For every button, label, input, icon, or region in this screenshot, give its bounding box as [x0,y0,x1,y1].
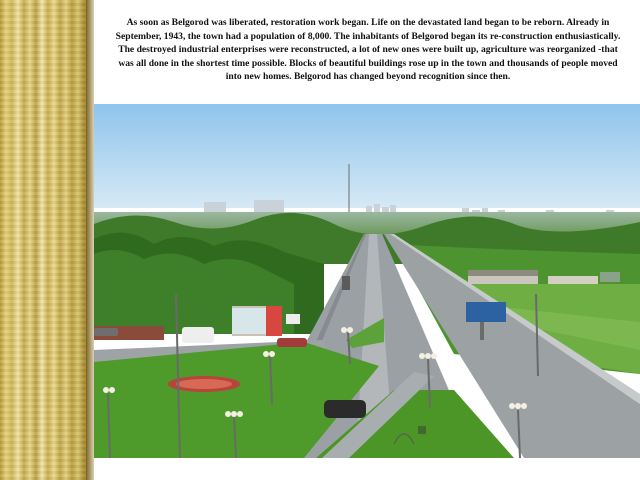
border-shadow [86,0,94,480]
decorative-gold-border [0,0,92,480]
belgorod-city-photo [94,104,640,458]
history-caption: As soon as Belgorod was liberated, restoration work began. Life on the devastated land began to be reborn. Already in September, 1943, the town had a population of 8,000. The inhabitants of Belgorod began its re-construction enthusiastically. The destroyed industrial enterprises were reconstructed, a lot of new ones were built up, agriculture was reorganized -that was all done in the shortest time possible. Blocks of beautiful buildings rose up in the town and thousands of people moved into new homes. Belgorod has changed beyond recognition since then. [115,17,621,83]
